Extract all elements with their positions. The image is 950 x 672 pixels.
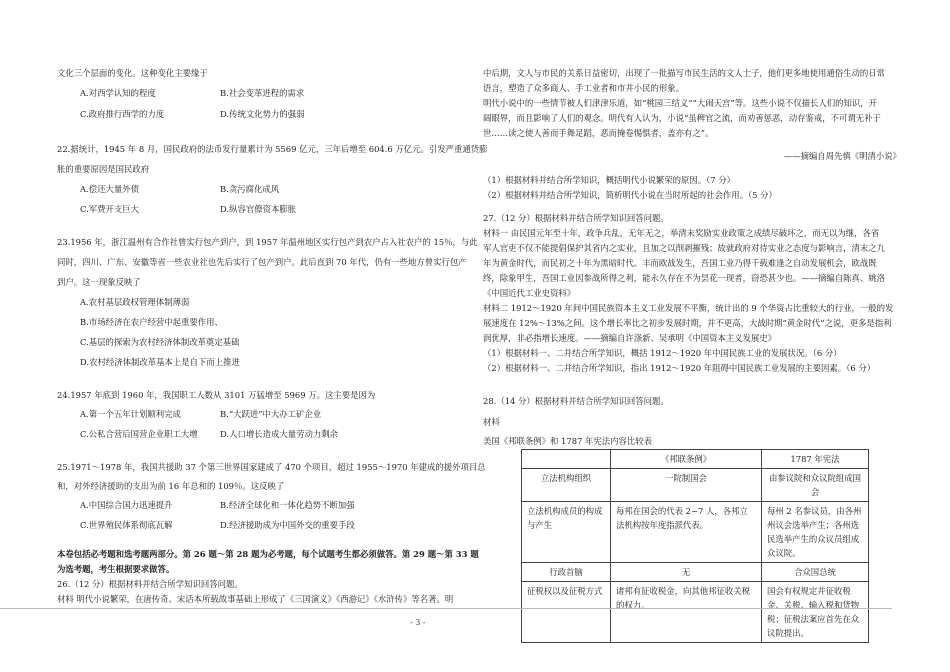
table-cell: 由参议院和众议院组成国会 bbox=[762, 468, 869, 501]
q23-option-d: D.农村经济体制改革基本上是自下而上推进 bbox=[80, 357, 240, 367]
q27-material-1-l2: 军人官吏不仅不能提倡保护其省内之实业，且加之以削剥摧残；故就政府对待实业之态度与影响言，清末之九 bbox=[483, 242, 885, 253]
q22-options-row2 bbox=[57, 202, 467, 217]
table-header-cell bbox=[522, 449, 611, 468]
right-column bbox=[483, 66, 901, 643]
q27-material-1: 材料一 由民国元年至十年，政争兵乱，无年无之，举清末奖励实业政策之成绩尽破坏之，而无以为继，各省 bbox=[483, 227, 880, 238]
q25-stem-2: 和，对外经济援助的支出为前 16 年总和的 109％。这反映了 bbox=[57, 481, 285, 491]
q28-table-caption: 美国《邦联条例》和 1787 年宪法内容比较表 bbox=[483, 435, 653, 446]
table-cell: 征税权以及征税方式 bbox=[522, 581, 611, 642]
table-row bbox=[522, 581, 869, 642]
q28-material-label: 材料 bbox=[483, 416, 500, 427]
q26-material-cont-2: 语言，塑造了众多商人、手工业者和市井小民的形象。 bbox=[483, 83, 684, 93]
table-cell: 无 bbox=[611, 562, 762, 581]
q23-option-b: B.市场经济在农户经营中起重要作用、 bbox=[80, 317, 223, 327]
comparison-table bbox=[521, 449, 869, 643]
q23-option-c: C.基层的探索为农村经济体制改革奠定基础 bbox=[80, 337, 240, 347]
q23-stem: 23.1956 年，浙江温州有合作社曾实行包产到户，到 1957 年温州地区实行包产到农户占入社农户的 15％，与此 bbox=[57, 237, 478, 247]
table-row bbox=[522, 562, 869, 581]
table-cell: 国会有权规定并征收税金、关税、输入税和货物税；征税法案应首先在众议院提出。 bbox=[762, 581, 869, 642]
q26-question-1: （1）根据材料并结合所学知识，概括明代小说繁荣的原因。（7 分） bbox=[483, 174, 735, 185]
table-cell: 立法机构成员的构成与产生 bbox=[522, 501, 611, 562]
q26-material-cont-5: 世……读之使人善而手舞足蹈，恶而掩卷惕惧者，盖亦有之”。 bbox=[483, 128, 714, 138]
q27-material-1-l3: 年为黄金时代，而民初之十年为黑暗时代。丰而欧战发生，吾国工业乃得千载难逢之自动发展机会，欧战既 bbox=[483, 257, 877, 268]
table-row bbox=[522, 501, 869, 562]
table-cell: 每州 2 名参议员，由各州州议会选举产生；各州选民选举产生的众议员组成众议院。 bbox=[762, 501, 869, 562]
section-note: 本卷包括必考题和选考题两部分。第 26 题～第 28 题为必考题，每个试题考生都必须做答。第 29 题～第 33 题 bbox=[57, 549, 479, 559]
q22-stem-2: 胀的重要原因是国民政府 bbox=[57, 164, 150, 174]
q23-option-a: A.农村基层政权管理体制薄弱 bbox=[80, 297, 190, 307]
q27-question-2: （2）根据材料一、二并结合所学知识，指出 1912～1920 年阻碍中国民族工业发展的主要因素。（6 分） bbox=[483, 362, 876, 373]
q26-material-cont-3: 明代小说中的一些情节被人们津津乐道，如“桃园三结义”“大闹天宫”等。这些小说不仅描长人们的知识，开 bbox=[483, 98, 877, 108]
table-cell: 诸邦有征收税金，向其他邦征收关税的权力。 bbox=[611, 581, 762, 642]
q25-option-d: D.经济援助成为中国外交的重要手段 bbox=[220, 520, 355, 530]
q24-option-c: C.公私合营后国营企业职工大增 bbox=[80, 429, 198, 439]
q27-question-1: （1）根据材料一、二并结合所学知识，概括 1912～1920 年中国民族工业的发展状况。（6 分） bbox=[483, 347, 842, 358]
q22-option-b: B.贪污腐化成风 bbox=[220, 184, 280, 194]
q23-stem-3: 到户。这一现象反映了 bbox=[57, 277, 141, 287]
q21-options bbox=[57, 86, 467, 101]
q21-option-a: A.对西学认知的程度 bbox=[80, 88, 156, 98]
q27-material-2-l2: 展速度在 12%～13%之间。这个增长率比之初步发展时期，并不更高，大战时期“黄金时代”之说，更多是指利 bbox=[483, 317, 892, 328]
q21-stem-tail: 文化三个层面的变化。这种变化主要缘于 bbox=[57, 68, 208, 78]
footer-divider bbox=[0, 608, 892, 609]
q26-heading: 26.（12 分）根据材料并结合所学知识回答问题。 bbox=[57, 579, 243, 589]
q27-material-2-l3: 润优厚，非必指增长速度。——摘编自许涤新、吴承明《中国资本主义发展史》 bbox=[483, 332, 777, 343]
q24-option-d: D.人口增长造成大量劳动力剩余 bbox=[220, 429, 338, 439]
table-cell: 行政首脑 bbox=[522, 562, 611, 581]
q26-source: ——摘编自周先慎《明清小说》 bbox=[783, 151, 901, 162]
q26-material-cont-4: 阔眼界，而且影响了人们的观念。明代有人认为，小说“虽稗官之流，而劝善惩恶，动存鉴戒，不可谓无补于 bbox=[483, 113, 881, 123]
left-column bbox=[57, 66, 488, 607]
q27-material-2: 材料二 1912～1920 年间中国民族资本主义工业发展不平衡，统计出的 9 个华资占比重较大的行业，一般的发 bbox=[483, 302, 894, 313]
q27-heading: 27.（12 分）根据材料并结合所学知识回答问题。 bbox=[483, 212, 669, 223]
table-cell: 一院制国会 bbox=[611, 468, 762, 501]
q21-option-c: C.政府推行西学的力度 bbox=[80, 109, 165, 119]
q25-options bbox=[57, 498, 467, 513]
q22-option-c: C.军费开支巨大 bbox=[80, 204, 140, 214]
q23-stem-2: 同时，四川、广东、安徽等省一些农业社也先后实行了包产到户。此后直到 70 年代，仍有一些地方曾实行包产 bbox=[57, 257, 467, 267]
table-row bbox=[522, 468, 869, 501]
section-note-2: 为选考题，考生根据要求做答。 bbox=[57, 564, 175, 574]
q24-stem: 24.1957 年底到 1960 年，我国职工人数从 3101 万猛增至 5969 万。这主要是因为 bbox=[57, 390, 376, 400]
q22-options bbox=[57, 182, 467, 197]
q27-material-1-l4: 终，除象甲生，吾国工业因参战所得之利，能永久存在不为昙花一现者，窃恐甚少也。——摘编自陈真、姚洛 bbox=[483, 272, 885, 283]
q21-options-row2 bbox=[57, 107, 467, 122]
q25-option-b: B.经济全球化和一体化趋势不断加强 bbox=[220, 500, 355, 510]
table-header-row bbox=[522, 449, 869, 468]
q25-option-a: A.中国综合国力迅速提升 bbox=[80, 500, 173, 510]
table-cell: 立法机构组织 bbox=[522, 468, 611, 501]
q21-option-d: D.传统文化势力的强弱 bbox=[220, 109, 305, 119]
q26-question-2: （2）根据材料并结合所学知识，简析明代小说在当时所起的社会作用。（5 分） bbox=[483, 189, 777, 200]
table-header-cell: 1787 年宪法 bbox=[762, 449, 869, 468]
q27-material-1-l5: 《中国近代工业史资料》 bbox=[483, 287, 576, 298]
q25-option-c: C.世界殖民体系彻底瓦解 bbox=[80, 520, 173, 530]
table-cell: 每邦在国会的代表 2~7 人，各邦立法机构按年度指派代表。 bbox=[611, 501, 762, 562]
q22-option-d: D.纵容官僚资本膨胀 bbox=[220, 204, 297, 214]
q21-option-b: B.社会变革进程的需求 bbox=[220, 88, 305, 98]
q24-option-b: B.“大跃进”中大办工矿企业 bbox=[220, 409, 322, 419]
q25-options-row2 bbox=[57, 518, 467, 533]
q22-stem: 22.据统计，1945 年 8 月，国民政府的法币发行量累计为 5569 亿元，三年后增至 604.6 万亿元。引发严重通货膨 bbox=[57, 144, 488, 154]
q24-options-row2 bbox=[57, 427, 467, 442]
page-number: - 3 - bbox=[410, 618, 426, 627]
q26-material-cont: 中后期，文人与市民的关系日益密切，出现了一批描写市民生活的文人士子，他们更多地使用通俗生动的日常 bbox=[483, 68, 885, 78]
table-header-cell: 《邦联条例》 bbox=[611, 449, 762, 468]
q22-option-a: A.偿还大量外债 bbox=[80, 184, 139, 194]
q25-stem: 25.1971～1978 年，我国共援助 37 个第三世界国家建成了 470 个项目，超过 1955～1970 年建成的援外项目总 bbox=[57, 462, 486, 472]
q24-option-a: A.第一个五年计划顺利完成 bbox=[80, 409, 181, 419]
q24-options bbox=[57, 407, 467, 422]
table-cell: 合众国总统 bbox=[762, 562, 869, 581]
q26-material: 材料 明代小说繁荣，在唐传奇、宋话本所载故事基础上形成了《三国演义》《西游记》《水浒传》等名著。明 bbox=[57, 594, 454, 604]
q28-heading: 28.（14 分）根据材料并结合所学知识回答问题。 bbox=[483, 395, 669, 406]
